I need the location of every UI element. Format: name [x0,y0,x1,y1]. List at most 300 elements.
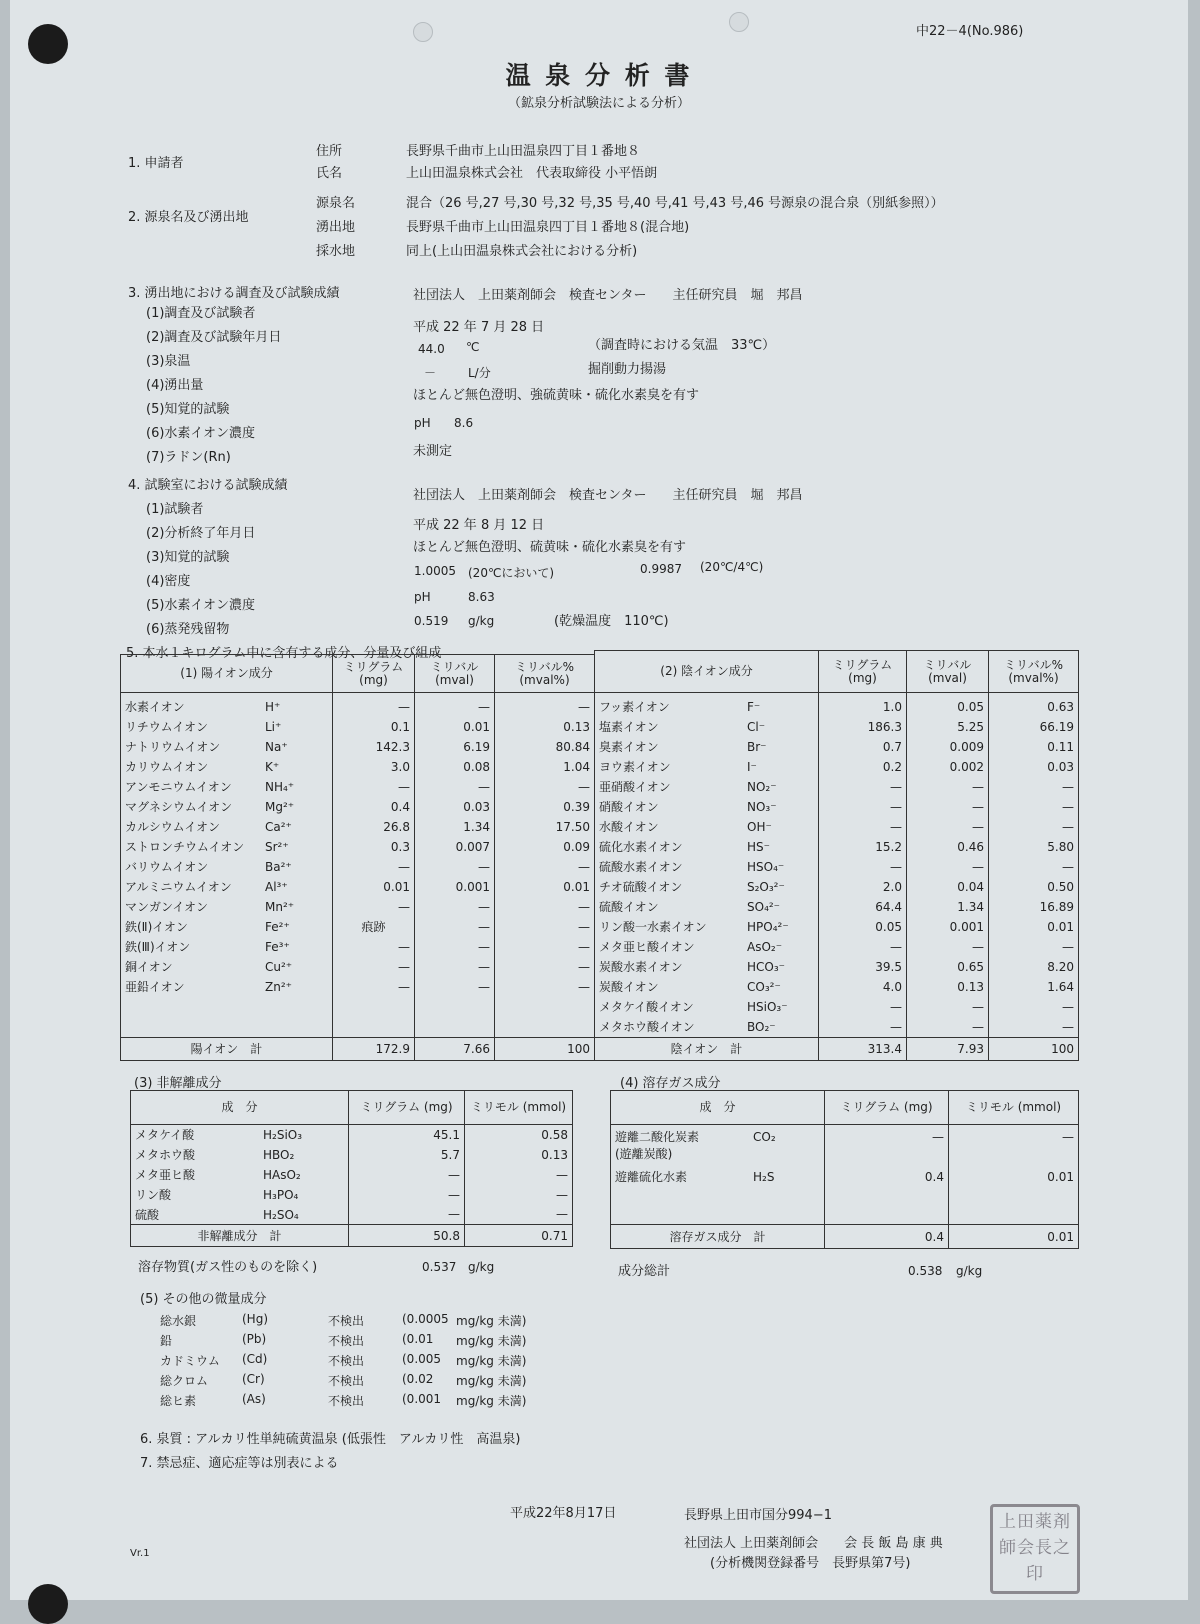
cation-name-cell [121,817,333,837]
total-components-value: 0.538 [908,1264,943,1278]
trace-name: カドミウム [160,1354,220,1368]
non-dissociated-heading: (3) 非解離成分 [134,1076,222,1091]
anion-name: 亜硝酸イオン [599,780,671,794]
cation-pct: — [495,857,595,877]
cation-row [121,797,595,817]
nd-name-cell [131,1165,349,1185]
cation-name: 鉄(Ⅱ)イオン [125,920,188,934]
sampling-location: 同上(上山田温泉株式会社における分析) [406,244,638,259]
anion-name: 炭酸イオン [599,980,659,994]
nd-mmol: — [465,1205,573,1225]
h2s-mmol: 0.01 [1047,1170,1074,1184]
anion-formula: BO₂⁻ [747,1020,776,1034]
nd-mmol: — [465,1185,573,1205]
anion-pct: — [989,857,1079,877]
anion-row [595,757,1079,777]
applicant-address: 長野県千曲市上山田温泉四丁目１番地８ [406,144,641,159]
trace-limit: (0.0005 [402,1312,449,1326]
cation-mval: — [415,917,495,937]
gas-total-mg: 0.4 [825,1225,949,1249]
cation-pct: 0.13 [495,717,595,737]
anion-mval: 1.34 [907,897,989,917]
nd-name: 硫酸 [135,1207,160,1222]
cation-name-cell [121,1017,333,1038]
anion-name-cell [595,1017,819,1038]
anion-name-cell [595,717,819,737]
cation-name-cell [121,737,333,757]
lab-item: (1)試験者 [146,502,204,517]
lab-sensory: ほとんど無色澄明、硫黄味・硫化水素臭を有す [413,540,687,555]
cation-row [121,817,595,837]
anion-formula: AsO₂⁻ [747,940,783,954]
cation-mg: — [333,897,415,917]
cation-row [121,857,595,877]
anion-formula: NO₂⁻ [747,780,777,794]
trace-name: 総ヒ素 [160,1394,197,1408]
cation-row [121,777,595,797]
cation-name: カリウムイオン [125,760,209,774]
cation-row [121,737,595,757]
cation-mg: 0.1 [333,717,415,737]
cation-name-cell [121,997,333,1017]
dissolved-matter-value: 0.537 [422,1260,457,1274]
cation-name-cell [121,857,333,877]
cation-formula: Cu²⁺ [265,960,293,974]
anion-mg: 0.2 [819,757,907,777]
nd-mmol: — [465,1165,573,1185]
total-components-label: 成分総計 [618,1264,671,1279]
anion-name-cell [595,777,819,797]
cation-mval: — [415,693,495,718]
anion-total-mval: 7.93 [907,1038,989,1061]
spring-location-label: 湧出地 [316,220,356,235]
anion-formula: I⁻ [747,760,757,774]
anion-row [595,1017,1079,1038]
co2-name-alt: (遊離炭酸) [615,1147,673,1161]
h2s-name: 遊離硫化水素 [615,1170,688,1184]
cation-pct: 0.09 [495,837,595,857]
cation-mval: — [415,977,495,997]
anion-row [595,937,1079,957]
cation-col-mg: ミリグラム (mg) [333,655,415,693]
cation-mg: — [333,693,415,718]
anion-pct: — [989,797,1079,817]
anion-pct: 66.19 [989,717,1079,737]
gas-col-name: 成 分 [611,1091,825,1125]
nd-mmol: 0.13 [465,1145,573,1165]
radon: 未測定 [413,444,453,459]
cation-row [121,897,595,917]
indications-note: 7. 禁忌症、適応症等は別表による [140,1456,339,1471]
trace-unit: mg/kg 未満) [456,1334,527,1348]
co2-mg: — [932,1130,944,1144]
field-item: (2)調査及び試験年月日 [146,330,282,345]
trace-unit: mg/kg 未満) [456,1314,527,1328]
cation-row [121,693,595,718]
cation-col-pct: ミリバル% (mval%) [495,655,595,693]
cation-name: アルミニウムイオン [125,880,232,894]
anion-mval: — [907,1017,989,1038]
page-title: 温 泉 分 析 書 [505,61,693,90]
cation-mval: 0.08 [415,757,495,777]
cation-formula: Ca²⁺ [265,820,292,834]
gas-total-row [611,1225,1079,1249]
spring-quality: 6. 泉質 : アルカリ性単純硫黄温泉 (低張性 アルカリ性 高温泉) [140,1432,521,1447]
cation-formula: Na⁺ [265,740,288,754]
field-item: (5)知覚的試験 [146,402,230,417]
cation-name-cell [121,977,333,997]
cation-pct: 17.50 [495,817,595,837]
applicant-name: 上山田温泉株式会社 代表取締役 小平悟朗 [406,166,658,181]
punch-mark [729,12,749,32]
nd-formula: HBO₂ [263,1148,295,1162]
anion-name: 臭素イオン [599,740,659,754]
nd-row [131,1145,573,1165]
dissolved-matter-unit: g/kg [468,1260,495,1274]
anion-formula: Cl⁻ [747,720,766,734]
anion-mval: 0.13 [907,977,989,997]
cation-row [121,757,595,777]
anion-mval: 0.002 [907,757,989,777]
trace-unit: mg/kg 未満) [456,1374,527,1388]
cation-mg: — [333,957,415,977]
anion-name: メタ亜ヒ酸イオン [599,940,695,954]
anion-total-row [595,1038,1079,1061]
anion-name-cell [595,957,819,977]
nd-row [131,1185,573,1205]
trace-symbol: (Hg) [242,1312,269,1326]
sampling-location-label: 採水地 [316,244,356,259]
section-1-heading: 1. 申請者 [128,156,184,171]
anion-col-name: (2) 陰イオン成分 [595,651,819,693]
cation-total-mg: 172.9 [333,1038,415,1061]
cation-mg: 3.0 [333,757,415,777]
anion-mg: 64.4 [819,897,907,917]
anion-name: 硫酸水素イオン [599,860,683,874]
section-2-heading: 2. 源泉名及び湧出地 [128,210,249,225]
anion-row [595,917,1079,937]
anion-mval: — [907,817,989,837]
co2-name: 遊離二酸化炭素 [615,1130,700,1144]
cation-name-cell [121,777,333,797]
cation-name-cell [121,837,333,857]
lab-item: (2)分析終了年月日 [146,526,256,541]
lab-ph: 8.63 [468,590,495,604]
issuer-organization: 社団法人 上田薬剤師会 会 長 飯 島 康 典 [684,1536,943,1551]
nd-row [131,1125,573,1145]
anion-name: 炭酸水素イオン [599,960,683,974]
anion-row [595,777,1079,797]
field-ph-label: pH [414,416,431,430]
anion-name: チオ硫酸イオン [599,880,683,894]
nd-mg: — [349,1165,465,1185]
density-a: 1.0005 [414,564,456,578]
cation-table [120,654,595,1061]
cation-formula: Fe³⁺ [265,940,290,954]
anion-name: 塩素イオン [599,720,659,734]
nd-mg: 5.7 [349,1145,465,1165]
cation-mg: 26.8 [333,817,415,837]
cation-name: カルシウムイオン [125,820,220,834]
cation-pct: — [495,937,595,957]
anion-mg: 2.0 [819,877,907,897]
cation-total-row [121,1038,595,1061]
anion-name-cell [595,897,819,917]
cation-name: 銅イオン [125,960,173,974]
cation-pct [495,997,595,1017]
anion-formula: SO₄²⁻ [747,900,781,914]
anion-pct: 1.64 [989,977,1079,997]
nd-name-cell [131,1125,349,1145]
trace-result: 不検出 [328,1354,365,1368]
cation-name-cell [121,797,333,817]
cation-mval: 1.34 [415,817,495,837]
nd-mg: 45.1 [349,1125,465,1145]
anion-pct: 0.11 [989,737,1079,757]
source-name: 混合（26 号,27 号,30 号,32 号,35 号,40 号,41 号,43 号,46 号源泉の混合泉（別紙参照）） [406,196,944,211]
anion-mval: 0.65 [907,957,989,977]
anion-pct: 16.89 [989,897,1079,917]
nd-total-label: 非解離成分 計 [131,1225,349,1247]
nd-name: メタ亜ヒ酸 [135,1168,196,1182]
anion-formula: OH⁻ [747,820,772,834]
dissolved-gas-table [610,1090,1079,1249]
nd-name: リン酸 [135,1188,172,1202]
cation-name-cell [121,897,333,917]
cation-name: ナトリウムイオン [125,740,221,754]
spring-temperature: 44.0 [418,342,445,356]
anion-mval: — [907,777,989,797]
lab-item: (4)密度 [146,574,191,589]
cation-mval: 0.007 [415,837,495,857]
source-name-label: 源泉名 [316,196,356,211]
document-page [10,0,1188,1600]
cation-mval: — [415,857,495,877]
anion-name-cell [595,997,819,1017]
punch-mark [413,22,433,42]
cation-col-name: (1) 陽イオン成分 [121,655,333,693]
cation-formula: Al³⁺ [265,880,288,894]
anion-pct: — [989,997,1079,1017]
section-3-heading: 3. 湧出地における調査及び試験成績 [128,286,340,301]
trace-symbol: (Cd) [242,1352,268,1366]
nd-total-row [131,1225,573,1247]
anion-name-cell [595,737,819,757]
nd-col-name: 成 分 [131,1091,349,1125]
trace-result: 不検出 [328,1374,365,1388]
flow-rate-unit: L/分 [468,366,491,380]
non-dissociated-table [130,1090,573,1247]
cation-formula: K⁺ [265,760,280,774]
anion-row [595,877,1079,897]
anion-formula: HSO₄⁻ [747,860,785,874]
cation-mval: — [415,897,495,917]
field-ph: 8.6 [454,416,474,430]
field-sensory: ほとんど無色澄明、強硫黄味・硫化水素臭を有す [413,388,700,403]
cation-mval: — [415,937,495,957]
cation-mval: — [415,957,495,977]
anion-name-cell [595,817,819,837]
issue-date: 平成22年8月17日 [510,1506,617,1521]
evaporation-residue-unit: g/kg [468,614,495,628]
section-5-heading: 5. 本水１キログラム中に含有する成分、分量及び組成 [126,646,442,661]
applicant-address-label: 住所 [316,144,343,159]
nd-col-mmol: ミリモル (mmol) [465,1091,573,1125]
spring-location: 長野県千曲市上山田温泉四丁目１番地８(混合地) [406,220,690,235]
lab-item: (3)知覚的試験 [146,550,230,565]
anion-formula: Br⁻ [747,740,767,754]
cation-pct: — [495,917,595,937]
anion-mg: — [819,1017,907,1038]
anion-mg: 0.7 [819,737,907,757]
anion-mg: — [819,797,907,817]
anion-table [594,650,1079,1061]
cation-row [121,977,595,997]
seal-text: 上田薬剤師会長之印 [999,1512,1071,1584]
nd-name: メタホウ酸 [135,1148,196,1162]
nd-mg: — [349,1205,465,1225]
cation-mg [333,997,415,1017]
anion-mval: 0.04 [907,877,989,897]
cation-mg: — [333,857,415,877]
nd-total-mmol: 0.71 [465,1225,573,1247]
anion-formula: HSiO₃⁻ [747,1000,788,1014]
air-temperature: （調査時における気温 33℃） [588,338,776,353]
trace-unit: mg/kg 未満) [456,1394,527,1408]
anion-mg: 0.05 [819,917,907,937]
cation-mg: — [333,937,415,957]
density-b: 0.9987 [640,562,682,576]
cation-mval: 0.001 [415,877,495,897]
cation-mg: 0.01 [333,877,415,897]
anion-col-mg: ミリグラム (mg) [819,651,907,693]
anion-mval: 0.009 [907,737,989,757]
anion-mval: 5.25 [907,717,989,737]
cation-name-cell [121,937,333,957]
anion-mg: — [819,997,907,1017]
trace-name: 総水銀 [160,1314,197,1328]
anion-formula: HPO₄²⁻ [747,920,789,934]
cation-name: 水素イオン [125,700,185,714]
cation-formula: Mg²⁺ [265,800,295,814]
trace-limit: (0.005 [402,1352,442,1366]
nd-col-mg: ミリグラム (mg) [349,1091,465,1125]
cation-col-mval: ミリバル (mval) [415,655,495,693]
cation-total-pct: 100 [495,1038,595,1061]
anion-name: ヨウ素イオン [599,760,671,774]
anion-pct: 0.63 [989,693,1079,718]
cation-mg [333,1017,415,1038]
gas-rows [611,1125,1079,1225]
trace-symbol: (As) [242,1392,266,1406]
spring-temperature-unit: ℃ [466,340,480,354]
anion-formula: HS⁻ [747,840,770,854]
cation-name: ストロンチウムイオン [125,840,245,854]
anion-mval: 0.46 [907,837,989,857]
anion-formula: CO₃²⁻ [747,980,781,994]
cation-pct: — [495,693,595,718]
cation-mg: 142.3 [333,737,415,757]
nd-mg: — [349,1185,465,1205]
nd-formula: HAsO₂ [263,1168,301,1182]
trace-limit: (0.001 [402,1392,442,1406]
cation-formula: Zn²⁺ [265,980,292,994]
cation-formula: H⁺ [265,700,281,714]
co2-mmol: — [1062,1130,1074,1144]
anion-formula: HCO₃⁻ [747,960,785,974]
trace-name: 鉛 [160,1334,173,1348]
cation-name: マグネシウムイオン [125,800,233,814]
trace-result: 不検出 [328,1314,365,1328]
anion-mval: — [907,997,989,1017]
gas-col-mg: ミリグラム (mg) [825,1091,949,1125]
field-examiner: 社団法人 上田薬剤師会 検査センター 主任研究員 堀 邦昌 [413,288,803,303]
anion-col-pct: ミリバル% (mval%) [989,651,1079,693]
h2s-formula: H₂S [753,1170,775,1184]
cation-mval: 6.19 [415,737,495,757]
trace-result: 不検出 [328,1394,365,1408]
trace-unit: mg/kg 未満) [456,1354,527,1368]
cation-pct: — [495,957,595,977]
cation-row [121,937,595,957]
cation-mval: 0.01 [415,717,495,737]
gas-col-mmol: ミリモル (mmol) [949,1091,1079,1125]
lab-ph-label: pH [414,590,431,604]
nd-name: メタケイ酸 [135,1128,195,1143]
total-components-unit: g/kg [956,1264,983,1278]
anion-mg: 15.2 [819,837,907,857]
anion-pct: — [989,777,1079,797]
lab-item: (6)蒸発残留物 [146,622,230,637]
anion-pct: 0.01 [989,917,1079,937]
trace-symbol: (Cr) [242,1372,265,1386]
lab-examiner: 社団法人 上田薬剤師会 検査センター 主任研究員 堀 邦昌 [413,488,803,503]
cation-total-mval: 7.66 [415,1038,495,1061]
cation-row [121,1017,595,1038]
field-item: (3)泉温 [146,354,191,369]
official-seal [990,1504,1080,1594]
anion-name: メタホウ酸イオン [599,1020,695,1034]
cation-mg: — [333,977,415,997]
anion-mg: 4.0 [819,977,907,997]
cation-name-cell [121,917,333,937]
field-test-date: 平成 22 年 7 月 28 日 [413,320,545,335]
document-number: 中22－4(No.986) [916,24,1024,39]
anion-pct: — [989,817,1079,837]
anion-mval: — [907,937,989,957]
cation-pct: — [495,897,595,917]
cation-formula: Ba²⁺ [265,860,292,874]
cation-mval [415,997,495,1017]
anion-mg: 1.0 [819,693,907,718]
anion-pct: — [989,1017,1079,1038]
nd-name-cell [131,1185,349,1205]
cation-name: 鉄(Ⅲ)イオン [125,940,191,954]
nd-mmol: 0.58 [465,1125,573,1145]
field-item: (1)調査及び試験者 [146,306,256,321]
cation-name-cell [121,957,333,977]
anion-pct: 0.03 [989,757,1079,777]
cation-name: アンモニウムイオン [125,780,232,794]
cation-formula: Fe²⁺ [265,920,290,934]
anion-name-cell [595,837,819,857]
dissolved-gas-heading: (4) 溶存ガス成分 [620,1076,721,1091]
cation-formula: Sr²⁺ [265,840,289,854]
trace-name: 総クロム [160,1374,209,1388]
nd-name-cell [131,1205,349,1225]
gas-total-label: 溶存ガス成分 計 [611,1225,825,1249]
anion-name: 硝酸イオン [599,800,659,814]
